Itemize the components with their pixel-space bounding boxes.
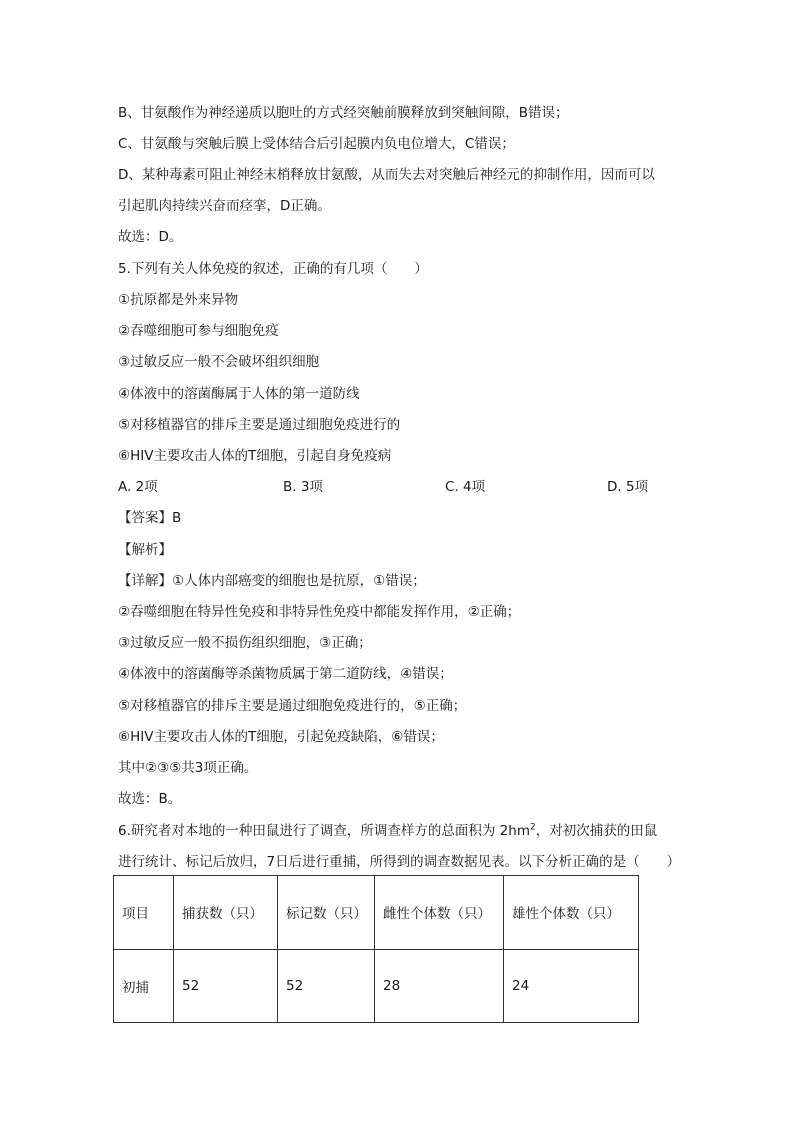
- table-row: [114, 949, 639, 1023]
- detail-line: ④体液中的溶菌酶等杀菌物质属于第二道防线，④错误；: [118, 666, 453, 682]
- table-header-row: [114, 876, 639, 950]
- table-header-cell: 雌性个体数（只）: [375, 876, 504, 950]
- table-cell: 52: [174, 949, 278, 1023]
- detail-line: 【详解】①人体内部癌变的细胞也是抗原，①错误；: [118, 573, 426, 589]
- table-header-cell: 雄性个体数（只）: [504, 876, 639, 950]
- text-line: 故选：D。: [118, 229, 183, 245]
- question-6-stem-line2: 进行统计、标记后放归，7日后进行重捕，所得到的调查数据见表。以下分析正确的是（ ）: [118, 854, 681, 870]
- detail-line: 其中②③⑤共3项正确。: [118, 760, 258, 776]
- statement-6: ⑥HIV主要攻击人体的T细胞，引起自身免疫病: [118, 448, 392, 464]
- detail-line: ②吞噬细胞在特异性免疫和非特异性免疫中都能发挥作用，②正确；: [118, 604, 521, 620]
- text-line: 引起肌肉持续兴奋而痉挛，D正确。: [118, 198, 331, 214]
- question-6-stem-line1: 6.研究者对本地的一种田鼠进行了调查，所调查样方的总面积为 $2hm^2$，对初次捕获的田鼠: [118, 822, 658, 839]
- statement-5: ⑤对移植器官的排斥主要是通过细胞免疫进行的: [118, 417, 401, 433]
- detail-line: ③过敏反应一般不损伤组织细胞，③正确；: [118, 635, 372, 651]
- detail-line: ⑥HIV主要攻击人体的T细胞，引起免疫缺陷，⑥错误；: [118, 729, 444, 745]
- text-line: B、甘氨酸作为神经递质以胞吐的方式经突触前膜释放到突触间隙，B错误；: [118, 105, 569, 121]
- option-b: B. 3项: [283, 479, 323, 495]
- analysis-heading: 【解析】: [118, 542, 172, 558]
- table-cell: 24: [504, 949, 639, 1023]
- text-line: D、某种毒素可阻止神经末梢释放甘氨酸，从而失去对突触后神经元的抑制作用，因而可以: [118, 167, 655, 183]
- detail-line: 故选：B。: [118, 791, 182, 807]
- table-header-cell: 标记数（只）: [278, 876, 375, 950]
- table-cell: 28: [375, 949, 504, 1023]
- table-header-cell: 捕获数（只）: [174, 876, 278, 950]
- option-d: D. 5项: [607, 479, 649, 495]
- statement-3: ③过敏反应一般不会破坏组织细胞: [118, 354, 320, 370]
- text-line: C、甘氨酸与突触后膜上受体结合后引起膜内负电位增大，C错误；: [118, 136, 515, 152]
- survey-table: [113, 875, 639, 1023]
- option-c: C. 4项: [445, 479, 486, 495]
- table-header-cell: 项目: [114, 876, 174, 950]
- option-a: A. 2项: [118, 479, 158, 495]
- question-5-stem: 5.下列有关人体免疫的叙述，正确的有几项（ ）: [118, 261, 428, 277]
- detail-line: ⑤对移植器官的排斥主要是通过细胞免疫进行的，⑤正确；: [118, 698, 467, 714]
- statement-2: ②吞噬细胞可参与细胞免疫: [118, 323, 279, 339]
- statement-4: ④体液中的溶菌酶属于人体的第一道防线: [118, 386, 360, 402]
- answer-line: 【答案】B: [118, 510, 182, 526]
- table-cell: 52: [278, 949, 375, 1023]
- statement-1: ①抗原都是外来异物: [118, 292, 239, 308]
- table-cell: 初捕: [114, 949, 174, 1023]
